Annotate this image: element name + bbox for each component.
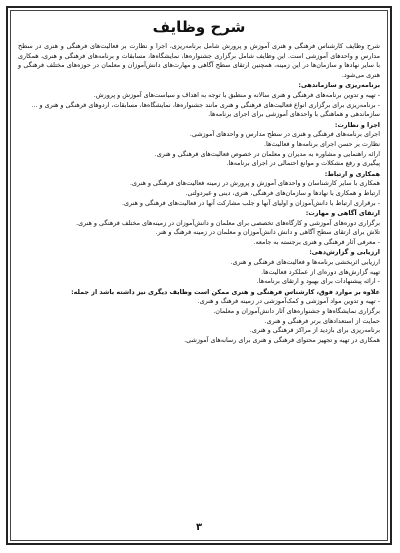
section-awareness (18, 209, 380, 247)
list-item: - برقراری ارتباط با دانش‌آموزان و اولیای آنها و جلب مشارکت آنها در فعالیت‌های فرهنگی و هنری. (121, 198, 380, 207)
list-item: - تهیه و تدوین مواد آموزشی و کمک‌آموزشی در زمینه فرهنگ و هنری. (197, 297, 380, 306)
list-item: برنامه‌ریزی برای بازدید از مراکز فرهنگی و هنری. (249, 326, 380, 335)
list-item: برگزاری نمایشگاه‌ها و جشنواره‌های آثار دانش‌آموزان و معلمان. (213, 307, 380, 316)
section-heading: ارزیابی و گزارش‌دهی: (309, 248, 380, 257)
section-heading: علاوه بر موارد فوق، کارشناس فرهنگی و هنری ممکن است وظایف دیگری نیز داشته باشد از جمله: (71, 287, 380, 296)
section-planning (18, 81, 380, 119)
section-evaluation (18, 248, 380, 286)
list-item: سازماندهی و هماهنگی با واحدهای آموزشی برای اجرای برنامه‌ها. (208, 110, 380, 119)
list-item: - برنامه‌ریزی برای برگزاری انواع فعالیت‌های فرهنگی و هنری مانند جشنواره‌ها، نمایشگاه‌ها، مسابقات، اردوهای فرهنگی و هنری و ... (31, 100, 380, 109)
list-item: نظارت بر حسن اجرای برنامه‌ها و فعالیت‌ها. (264, 139, 380, 148)
section-cooperation (18, 170, 380, 208)
section-other-duties (18, 288, 380, 346)
list-item: - ارائه پیشنهادات برای بهبود و ارتقای برنامه‌ها. (256, 277, 380, 286)
list-item: همکاری در تهیه و تجهیز محتوای فرهنگی و هنری برای رسانه‌های آموزشی. (184, 335, 380, 344)
page-border (6, 6, 392, 545)
list-item: ارزیابی اثربخشی برنامه‌ها و فعالیت‌های فرهنگی و هنری. (230, 258, 380, 267)
list-item: تهیه گزارش‌های دوره‌ای از عملکرد فعالیت‌ها. (261, 267, 380, 276)
page-number: ۳ (195, 522, 203, 533)
list-item: ارائه راهنمایی و مشاوره به مدیران و معلمان در خصوص فعالیت‌های فرهنگی و هنری. (154, 149, 380, 158)
list-item: پیگیری و رفع مشکلات و موانع احتمالی در اجرای برنامه‌ها. (226, 159, 380, 168)
section-heading: برنامه‌ریزی و سازماندهی: (298, 81, 380, 90)
section-heading: ارتقای آگاهی و مهارت: (305, 209, 380, 218)
list-item: - معرفی آثار فرهنگی و هنری برجسته به جامعه. (253, 237, 380, 246)
section-execution (18, 121, 380, 169)
list-item: تلاش برای ارتقای سطح آگاهی و دانش دانش‌آموزان و معلمان در زمینه فرهنگ و هنر. (155, 228, 380, 237)
list-item: حمایت از استعدادهای برتر فرهنگی و هنری. (264, 316, 380, 325)
intro-paragraph: شرح وظایف کارشناس فرهنگی و هنری آموزش و پرورش شامل برنامه‌ریزی، اجرا و نظارت بر فعالیت‌های فرهنگی و هنری در سطح مدارس و واحدهای آموزشی است. این وظایف شامل برگزاری جشنواره‌ها، نمایشگاه‌ها، مسابقات و برنامه‌های فرهنگی و هنری، همکاری با سایر نهادها و سازمان‌ها در این زمینه، همچنین ارتقای سطح آگاهی و مهارت‌های دانش‌آموزان و معلمان در حوزه‌های مختلف فرهنگی و هنری می‌شود. (18, 42, 380, 79)
section-heading: اجرا و نظارت: (334, 120, 380, 129)
list-item: اجرای برنامه‌های فرهنگی و هنری در سطح مدارس و واحدهای آموزشی. (189, 130, 380, 139)
list-item: - تهیه و تدوین برنامه‌های فرهنگی و هنری سالانه و منطبق با توجه به اهداف و سیاست‌های آموزش و پرورش. (93, 90, 380, 99)
list-item: برگزاری دوره‌های آموزشی و کارگاه‌های تخصصی برای معلمان و دانش‌آموزان در زمینه‌های مختلف فرهنگی و هنری. (76, 218, 380, 227)
document-body (18, 42, 380, 345)
page-title: شرح وظایف (152, 18, 246, 36)
list-item: ارتباط و همکاری با نهادها و سازمان‌های فرهنگی، هنری، دینی و غیردولتی. (185, 188, 380, 197)
section-heading: همکاری و ارتباط: (324, 169, 380, 178)
list-item: همکاری با سایر کارشناسان و واحدهای آموزش و پرورش در زمینه فعالیت‌های فرهنگی و هنری. (130, 179, 380, 188)
